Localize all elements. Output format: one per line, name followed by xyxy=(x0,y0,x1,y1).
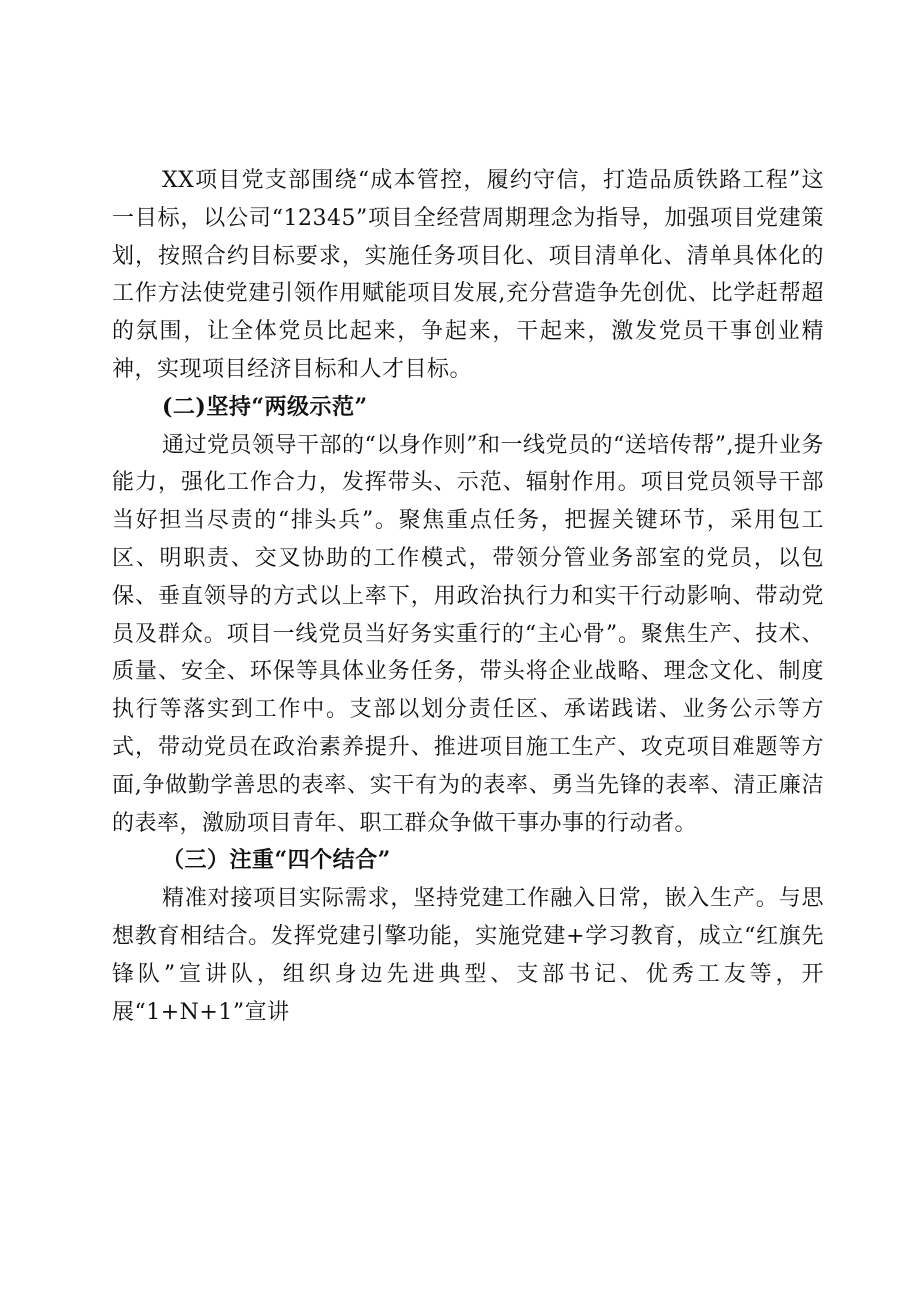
section-heading-four-combinations: （三）注重“四个结合” xyxy=(162,847,391,874)
paragraph-goal-intro: XX项目党支部围绕“成本管控，履约守信，打造品质铁路工程”这一目标，以公司“12345”项目全经营周期理念为指导，加强项目党建策划，按照合约目标要求，实施任务项目化、项目清单化、清单具体化的工作方法使党建引领作用赋能项目发展,充分营造争先创优、比学赶帮超的氛围，让全体党员比起来，争起来，干起来，激发党员干事创业精神，实现项目经济目标和人才目标。 xyxy=(112,168,824,382)
paragraph-two-level-demonstration: 通过党员领导干部的“以身作则”和一线党员的“送培传帮”,提升业务能力，强化工作合力，发挥带头、示范、辐射作用。项目党员领导干部当好担当尽责的“排头兵”。聚焦重点任务，把握关键环节，采用包工区、明职责、交叉协助的工作模式，带领分管业务部室的党员，以包保、垂直领导的方式以上率下，用政治执行力和实干行动影响、带动党员及群众。项目一线党员当好务实重行的“主心骨”。聚焦生产、技术、质量、安全、环保等具体业务任务，带头将企业战略、理念文化、制度执行等落实到工作中。支部以划分责任区、承诺践诺、业务公示等方式，带动党员在政治素养提升、推进项目施工生产、攻克项目难题等方面,争做勤学善思的表率、实干有为的表率、勇当先锋的表率、清正廉洁的表率，激励项目青年、职工群众争做干事办事的行动者。 xyxy=(112,432,824,836)
paragraph-four-combinations: 精准对接项目实际需求，坚持党建工作融入日常，嵌入生产。与思想教育相结合。发挥党建引擎功能，实施党建+学习教育，成立“红旗先锋队”宣讲队，组织身边先进典型、支部书记、优秀工友等，开展“1+N+1”宣讲 xyxy=(112,886,824,1025)
section-heading-two-level-demonstration: (二)坚持“两级示范” xyxy=(162,393,368,420)
document-body xyxy=(112,162,824,1031)
